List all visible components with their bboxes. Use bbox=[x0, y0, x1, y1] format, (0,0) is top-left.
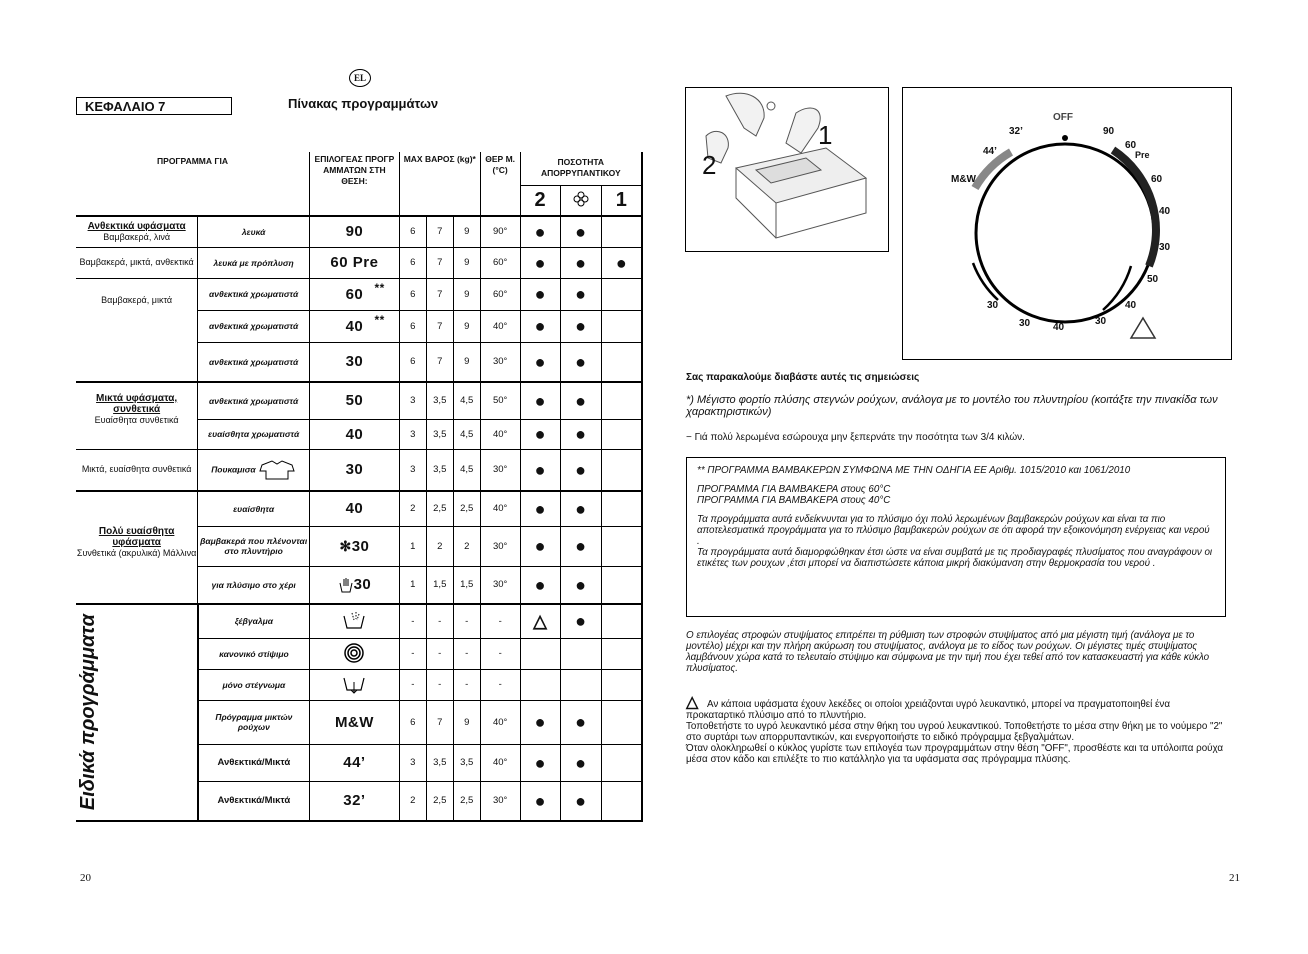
dose-flower: ● bbox=[560, 744, 601, 781]
w1: 3 bbox=[399, 449, 426, 491]
dose-1 bbox=[601, 700, 642, 744]
rinse-icon bbox=[310, 604, 400, 638]
cat-mixed-synthetic: Μικτά υφάσματα, συνθετικά Ευαίσθητα συνθετικά bbox=[76, 382, 198, 449]
dose-2: ● bbox=[520, 744, 560, 781]
w1: 3 bbox=[399, 744, 426, 781]
col-selector: ΕΠΙΛΟΓΕΑΣ ΠΡΟΓΡ ΑΜΜΑΤΩΝ ΣΤΗ ΘΕΣΗ: bbox=[310, 152, 400, 216]
dose-1 bbox=[601, 566, 642, 604]
notes-heading: Σας παρακαλούμε διαβάστε αυτές τις σημειώσεις bbox=[686, 372, 920, 383]
w1: 6 bbox=[399, 278, 426, 310]
w1: 3 bbox=[399, 419, 426, 449]
w2: - bbox=[426, 669, 453, 700]
page-title: Πίνακας προγραμμάτων bbox=[288, 96, 439, 111]
temp: 30° bbox=[480, 566, 520, 604]
dose-2: ● bbox=[520, 278, 560, 310]
prog-30-handwash: 30 bbox=[310, 566, 400, 604]
w3: - bbox=[453, 638, 480, 669]
row-sub: Ανθεκτικά/Μικτά bbox=[198, 744, 310, 781]
w2: 7 bbox=[426, 247, 453, 278]
row-sub: ανθεκτικά χρωματιστά bbox=[198, 278, 310, 310]
dose-1: ● bbox=[601, 247, 642, 278]
row-sub: ανθεκτικά χρωματιστά bbox=[198, 342, 310, 382]
w1: 1 bbox=[399, 526, 426, 566]
dose-flower: ● bbox=[560, 278, 601, 310]
w1: - bbox=[399, 669, 426, 700]
page-number-right: 21 bbox=[1229, 872, 1240, 884]
w3: 4,5 bbox=[453, 449, 480, 491]
temp: 40° bbox=[480, 419, 520, 449]
w3: - bbox=[453, 604, 480, 638]
cat-cotton-mixed-resistant: Βαμβακερά, μικτά, ανθεκτικά bbox=[76, 247, 198, 278]
spin-icon bbox=[310, 638, 400, 669]
temp: - bbox=[480, 669, 520, 700]
drain-icon bbox=[310, 669, 400, 700]
prog-32: 32’ bbox=[310, 781, 400, 821]
row-sub: ανθεκτικά χρωματιστά bbox=[198, 382, 310, 419]
prog-30-wool: ✻30 bbox=[310, 526, 400, 566]
dose-1 bbox=[601, 669, 642, 700]
dose-flower bbox=[560, 638, 601, 669]
temp: 30° bbox=[480, 526, 520, 566]
w3: 9 bbox=[453, 342, 480, 382]
w2: 7 bbox=[426, 700, 453, 744]
bleach-triangle-icon: △ bbox=[686, 694, 699, 711]
row-sub: ανθεκτικά χρωματιστά bbox=[198, 310, 310, 342]
w3: 2 bbox=[453, 526, 480, 566]
dose-1 bbox=[601, 419, 642, 449]
prog-40: 40 ** bbox=[310, 310, 400, 342]
wool-machine-icon: ✻ bbox=[339, 537, 352, 554]
w3: 4,5 bbox=[453, 419, 480, 449]
w2: 2,5 bbox=[426, 491, 453, 526]
prog-60-pre: 60 Pre bbox=[310, 247, 400, 278]
detergent-1: 1 bbox=[601, 185, 642, 216]
col-max-weight: MAX ΒΑΡΟΣ (kg)* bbox=[399, 152, 480, 216]
drawer-label-1: 1 bbox=[818, 120, 833, 150]
w2: - bbox=[426, 604, 453, 638]
w2: 7 bbox=[426, 216, 453, 247]
w1: 6 bbox=[399, 310, 426, 342]
spin-selector-note: Ο επιλογέας στροφών στυψίματος επιτρέπει τη ρύθμιση των στροφών στυψίματος από μια μέγιστη τιμή (ανάλογα με το μοντέλο) μέχρι και την πλήρη ακύρωση του στυψίματος, ανάλογα με το είδος των ρούχων. Οι μέγιστες τιμές στυψίματος λαμβάνουν χώρα κατά το τελευταίο στύψιμο και σύμφωνα με την τιμή που έχει τεθεί από τον κατασκευαστή για κάθε κύκλο πλυσίματος. bbox=[686, 630, 1210, 674]
w1: 6 bbox=[399, 247, 426, 278]
dose-1 bbox=[601, 216, 642, 247]
dose-1 bbox=[601, 278, 642, 310]
dirty-laundry-note: − Γιά πολύ λερωμένα εσώρουχα μην ξεπερνάτε την ποσότητα των 3/4 κιλών. bbox=[686, 432, 1025, 443]
w1: 2 bbox=[399, 491, 426, 526]
dose-flower: ● bbox=[560, 310, 601, 342]
row-sub: λευκά bbox=[198, 216, 310, 247]
w1: 6 bbox=[399, 342, 426, 382]
temp: 60° bbox=[480, 247, 520, 278]
dose-flower: ● bbox=[560, 419, 601, 449]
chapter-label: ΚΕΦΑΛΑΙΟ 7 bbox=[76, 97, 232, 115]
w2: 2 bbox=[426, 526, 453, 566]
dose-1 bbox=[601, 744, 642, 781]
col-temperature: ΘΕΡ Μ. (°C) bbox=[480, 152, 520, 216]
temp: 30° bbox=[480, 449, 520, 491]
cat-resistant: Ανθεκτικά υφάσματα Βαμβακερά, λινά bbox=[76, 216, 198, 247]
dial-label: M&W bbox=[951, 174, 976, 185]
w3: 1,5 bbox=[453, 566, 480, 604]
dose-2: ● bbox=[520, 566, 560, 604]
dose-1 bbox=[601, 342, 642, 382]
dose-2: ● bbox=[520, 310, 560, 342]
dial-label: 90 bbox=[1103, 126, 1115, 137]
w3: 2,5 bbox=[453, 491, 480, 526]
bleach-triangle-icon: △ bbox=[520, 604, 560, 638]
dose-2 bbox=[520, 669, 560, 700]
w3: 3,5 bbox=[453, 744, 480, 781]
dial-label: 30 bbox=[1019, 318, 1031, 329]
page-number-left: 20 bbox=[80, 872, 91, 884]
prog-30-shirts: 30 bbox=[310, 449, 400, 491]
w3: - bbox=[453, 669, 480, 700]
dial-label: 30 bbox=[1095, 316, 1107, 327]
w3: 4,5 bbox=[453, 382, 480, 419]
row-sub: λευκά με πρόπλυση bbox=[198, 247, 310, 278]
w1: 6 bbox=[399, 700, 426, 744]
row-sub: Πρόγραμμα μικτών ρούχων bbox=[198, 700, 310, 744]
row-sub: μόνο στέγνωμα bbox=[198, 669, 310, 700]
cat-very-delicate: Πολύ ευαίσθητα υφάσματα Συνθετικά (ακρυλικά) Μάλλινα bbox=[76, 491, 198, 604]
prog-mw: M&W bbox=[310, 700, 400, 744]
w2: 7 bbox=[426, 342, 453, 382]
max-load-note: *) Μέγιστο φορτίο πλύσης στεγνών ρούχων, ανάλογα με το μοντέλο του πλυντηρίου (κοιτάξτε την πινακίδα των χαρακτηριστικών) bbox=[686, 394, 1218, 418]
program-table bbox=[76, 152, 643, 822]
row-sub: Ανθεκτικά/Μικτά bbox=[198, 781, 310, 821]
row-sub: ξέβγαλμα bbox=[198, 604, 310, 638]
dose-2: ● bbox=[520, 491, 560, 526]
dial-label: 40 bbox=[1159, 206, 1171, 217]
row-sub: βαμβακερά που πλένονται στο πλυντήριο bbox=[198, 526, 310, 566]
dose-1 bbox=[601, 382, 642, 419]
dial-label: 50 bbox=[1147, 274, 1159, 285]
w2: 2,5 bbox=[426, 781, 453, 821]
dose-2: ● bbox=[520, 700, 560, 744]
lang-badge: EL bbox=[349, 69, 371, 87]
temp: 50° bbox=[480, 382, 520, 419]
dial-label: 60 bbox=[1151, 174, 1163, 185]
temp: 30° bbox=[480, 781, 520, 821]
detergent-2: 2 bbox=[520, 185, 560, 216]
w1: 1 bbox=[399, 566, 426, 604]
dose-flower: ● bbox=[560, 491, 601, 526]
w3: 9 bbox=[453, 216, 480, 247]
handwash-icon bbox=[338, 577, 354, 593]
col-detergent: ΠΟΣΟΤΗΤΑ ΑΠΟΡΡΥΠΑΝΤΙΚΟΥ bbox=[520, 152, 642, 185]
eu-cotton-info-box: ** ΠΡΟΓΡΑΜΜΑ ΒΑΜΒΑΚΕΡΩΝ ΣΥΜΦΩΝΑ ΜΕ ΤΗΝ ΟΔΗΓΙΑ ΕΕ Αριθμ. 1015/2010 και 1061/2010 ΠΡΟΓΡΑΜΜΑ ΓΙΑ ΒΑΜΒΑΚΕΡΑ στους 60°C ΠΡΟΓΡΑΜΜΑ ΓΙΑ ΒΑΜΒΑΚΕΡΑ στους 40°C Τα προγράμματα αυτά ενδείκνυνται για το πλύσιμο όχι πολύ λερωμένων βαμβακερών ρούχων και είναι τα πιο αποτελεσματικά προγράμματα για το πλύσιμο βαμβακερών ρούχων σε ότι αφορά την εξοικονόμηση ενέργειας και νερού . Τα προγράμματα αυτά διαμορφώθηκαν έτσι ώστε να είναι συμβατά με τις προδιαγραφές πλυσίματος που αναγράφουν οι ετικέτες των ρουχων ,έτσι μπορεί να διαπιστώσετε κάποια μικρή διακύμανση στην θερμοκρασία του νερού . bbox=[686, 457, 1226, 617]
drawer-label-2: 2 bbox=[702, 150, 717, 180]
temp: - bbox=[480, 604, 520, 638]
dose-2: ● bbox=[520, 216, 560, 247]
w2: 3,5 bbox=[426, 419, 453, 449]
dose-flower: ● bbox=[560, 382, 601, 419]
dial-label: 30 bbox=[987, 300, 999, 311]
dose-1 bbox=[601, 310, 642, 342]
temp: 40° bbox=[480, 310, 520, 342]
w3: 9 bbox=[453, 310, 480, 342]
prog-44: 44’ bbox=[310, 744, 400, 781]
dial-off: OFF bbox=[1053, 112, 1073, 123]
row-sub: κανονικό στίψιμο bbox=[198, 638, 310, 669]
prog-30: 30 bbox=[310, 342, 400, 382]
row-sub: για πλύσιμο στο χέρι bbox=[198, 566, 310, 604]
w3: 9 bbox=[453, 247, 480, 278]
w1: 3 bbox=[399, 382, 426, 419]
w1: 2 bbox=[399, 781, 426, 821]
bleach-note: △ Αν κάποια υφάσματα έχουν λεκέδες οι οποίοι χρειάζονται υγρό λευκαντικό, μπορεί να πραγματοποιηθεί ένα προκαταρτικό πλύσιμο από το πλυντήριο. Τοποθετήστε το υγρό λευκαντικό μέσα στην θήκη του υγρού λευκαντικού. Τοποθετήστε το μέσα στην θήκη με το νούμερο "2" στο συρτάρι των απορρυπαντικών, και ενεργοποιήστε το ειδικό πρόγραμμα ξεβγαλμάτων. Όταν ολοκληρωθεί ο κύκλος γυρίστε των επιλογέα των προγραμμάτων στην θέση "OFF", προσθέστε και τα υπόλοιπα ρούχα μέσα στον κάδο και επιλέξτε το πιο κατάλληλο για τα υφάσματα σας πρόγραμμα πλύσης. bbox=[686, 694, 1224, 765]
dose-flower: ● bbox=[560, 449, 601, 491]
dose-1 bbox=[601, 781, 642, 821]
dose-flower: ● bbox=[560, 216, 601, 247]
cat-mixed-delicate: Μικτά, ευαίσθητα συνθετικά bbox=[76, 449, 198, 491]
dose-flower: ● bbox=[560, 781, 601, 821]
w2: 3,5 bbox=[426, 449, 453, 491]
prog-50: 50 bbox=[310, 382, 400, 419]
w2: - bbox=[426, 638, 453, 669]
dose-2: ● bbox=[520, 419, 560, 449]
w2: 7 bbox=[426, 310, 453, 342]
w1: - bbox=[399, 638, 426, 669]
dose-2: ● bbox=[520, 449, 560, 491]
dial-label: Pre bbox=[1135, 150, 1150, 160]
dose-2: ● bbox=[520, 382, 560, 419]
dose-flower: ● bbox=[560, 526, 601, 566]
dose-1 bbox=[601, 449, 642, 491]
dial-label: 60 bbox=[1125, 140, 1137, 151]
dose-flower: ● bbox=[560, 604, 601, 638]
flower-icon bbox=[560, 185, 601, 216]
w2: 3,5 bbox=[426, 744, 453, 781]
temp: 40° bbox=[480, 700, 520, 744]
w3: 9 bbox=[453, 700, 480, 744]
dose-flower: ● bbox=[560, 247, 601, 278]
w1: - bbox=[399, 604, 426, 638]
dial-label: 44’ bbox=[983, 146, 997, 157]
prog-60: 60 ** bbox=[310, 278, 400, 310]
row-sub: ευαίσθητα χρωματιστά bbox=[198, 419, 310, 449]
row-sub: ευαίσθητα bbox=[198, 491, 310, 526]
dial-label: 32’ bbox=[1009, 126, 1023, 137]
col-program-for: ΠΡΟΓΡΑΜΜΑ ΓΙΑ bbox=[76, 152, 310, 216]
dose-flower bbox=[560, 669, 601, 700]
detergent-drawer-illustration bbox=[685, 87, 889, 252]
row-sub-shirts: Πουκαμισα bbox=[198, 449, 310, 491]
dial-label: 30 bbox=[1159, 242, 1171, 253]
w2: 3,5 bbox=[426, 382, 453, 419]
w1: 6 bbox=[399, 216, 426, 247]
prog-90: 90 bbox=[310, 216, 400, 247]
w2: 1,5 bbox=[426, 566, 453, 604]
cat-special: Ειδικά προγράμματα bbox=[76, 604, 198, 821]
dose-1 bbox=[601, 526, 642, 566]
temp: 60° bbox=[480, 278, 520, 310]
dial-label: 40 bbox=[1053, 322, 1065, 333]
dial-label: 40 bbox=[1125, 300, 1137, 311]
dose-flower: ● bbox=[560, 700, 601, 744]
prog-40-delicate: 40 bbox=[310, 419, 400, 449]
dose-1 bbox=[601, 491, 642, 526]
temp: 40° bbox=[480, 744, 520, 781]
dose-2: ● bbox=[520, 781, 560, 821]
dose-2 bbox=[520, 638, 560, 669]
w3: 2,5 bbox=[453, 781, 480, 821]
dose-2: ● bbox=[520, 526, 560, 566]
dose-flower: ● bbox=[560, 342, 601, 382]
temp: 40° bbox=[480, 491, 520, 526]
dose-1 bbox=[601, 604, 642, 638]
dose-flower: ● bbox=[560, 566, 601, 604]
cat-cotton-mixed: Βαμβακερά, μικτά bbox=[76, 278, 198, 382]
w3: 9 bbox=[453, 278, 480, 310]
prog-40-very-delicate: 40 bbox=[310, 491, 400, 526]
dose-2: ● bbox=[520, 247, 560, 278]
temp: 30° bbox=[480, 342, 520, 382]
program-dial-illustration bbox=[902, 87, 1232, 360]
temp: 90° bbox=[480, 216, 520, 247]
dose-1 bbox=[601, 638, 642, 669]
dose-2: ● bbox=[520, 342, 560, 382]
w2: 7 bbox=[426, 278, 453, 310]
temp: - bbox=[480, 638, 520, 669]
